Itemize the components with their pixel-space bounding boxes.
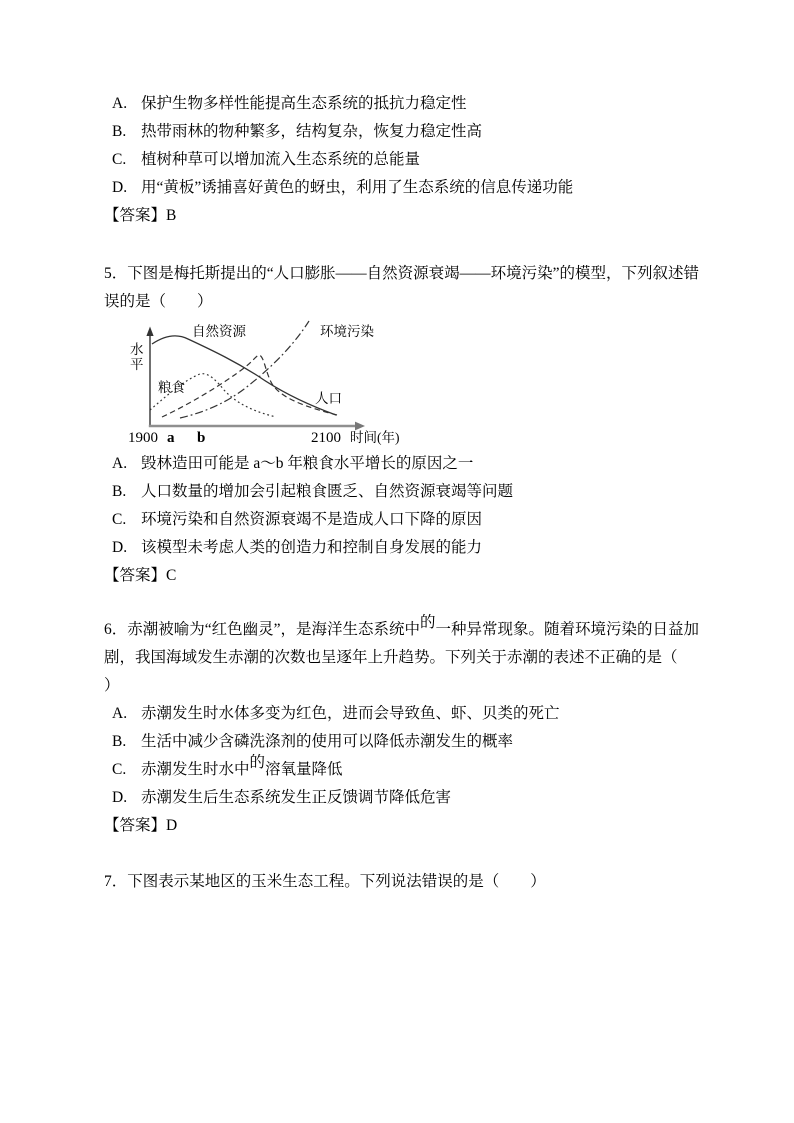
q4-option-b	[104, 118, 744, 146]
superscript-char: 的	[249, 754, 266, 771]
option-text: 该模型未考虑人类的创造力和控制自身发展的能力	[141, 539, 483, 556]
answer-value: C	[166, 567, 177, 584]
question-5-block	[104, 260, 744, 590]
label-population: 人口	[315, 391, 342, 406]
option-text: 赤潮发生时水中	[141, 761, 250, 778]
answer-prefix: 【答案】	[104, 817, 167, 834]
stem-text: 一种异常现象。随着环境污染的日益加	[435, 621, 700, 638]
option-letter: D.	[112, 539, 128, 556]
q4-answer	[104, 202, 744, 230]
curve-population	[162, 355, 337, 417]
option-letter: B.	[112, 123, 127, 140]
q4-option-c	[104, 146, 744, 174]
q5-option-a	[104, 450, 744, 478]
superscript-char: 的	[420, 614, 436, 631]
option-letter: D.	[112, 789, 128, 806]
option-letter: A.	[112, 95, 128, 112]
q6-stem-line1	[104, 616, 744, 644]
option-text: 环境污染和自然资源衰竭不是造成人口下降的原因	[141, 511, 483, 528]
q4-option-d	[104, 174, 744, 202]
x-tick-2100: 2100	[311, 430, 341, 446]
q7-stem: 7．下图表示某地区的玉米生态工程。下列说法错误的是（ ）	[104, 873, 546, 890]
x-axis-unit: 时间(年)	[350, 430, 400, 445]
answer-value: D	[166, 817, 178, 834]
option-letter: A.	[112, 455, 128, 472]
y-axis-label-char1: 水	[130, 342, 144, 357]
option-text: 人口数量的增加会引起粮食匮乏、自然资源衰竭等问题	[141, 483, 514, 500]
q5-option-d	[104, 534, 744, 562]
option-text: 保护生物多样性能提高生态系统的抵抗力稳定性	[141, 95, 467, 112]
q6-stem-line2: 剧，我国海域发生赤潮的次数也呈逐年上升趋势。下列关于赤潮的表述不正确的是（	[104, 649, 678, 666]
question-7-block	[104, 868, 744, 896]
label-pollution: 环境污染	[320, 324, 374, 339]
option-text: 赤潮发生后生态系统发生正反馈调节降低危害	[141, 789, 452, 806]
option-text: 植树种草可以增加流入生态系统的总能量	[141, 151, 421, 168]
q4-option-a	[104, 90, 744, 118]
q6-option-b	[104, 728, 744, 756]
option-text: 生活中减少含磷洗涤剂的使用可以降低赤潮发生的概率	[141, 733, 514, 750]
question-6-block	[104, 616, 744, 840]
q6-option-c	[104, 756, 744, 784]
option-text: 用“黄板”诱捕喜好黄色的蚜虫，利用了生态系统的信息传递功能	[141, 179, 574, 196]
q5-option-c	[104, 506, 744, 534]
option-letter: C.	[112, 761, 127, 778]
q5-model-chart	[128, 318, 428, 450]
q6-answer	[104, 812, 744, 840]
q5-answer	[104, 562, 744, 590]
x-tick-a: a	[167, 430, 175, 446]
question-4-block	[104, 90, 744, 230]
option-letter: C.	[112, 151, 127, 168]
option-letter: C.	[112, 511, 127, 528]
q6-option-d	[104, 784, 744, 812]
q6-option-a	[104, 700, 744, 728]
q5-option-b	[104, 478, 744, 506]
x-tick-b: b	[197, 430, 206, 446]
option-letter: A.	[112, 705, 128, 722]
option-text: 热带雨林的物种繁多，结构复杂，恢复力稳定性高	[141, 123, 483, 140]
y-axis-label-char2: 平	[130, 357, 144, 372]
option-text: 赤潮发生时水体多变为红色，进而会导致鱼、虾、贝类的死亡	[141, 705, 560, 722]
q5-stem-line1: 5．下图是梅托斯提出的“人口膨胀——自然资源衰竭——环境污染”的模型，下列叙述错	[104, 265, 700, 282]
answer-prefix: 【答案】	[104, 207, 167, 224]
answer-value: B	[166, 207, 177, 224]
y-axis-arrow-icon	[146, 327, 153, 337]
stem-text: 6．赤潮被喻为“红色幽灵”，是海洋生态系统中	[104, 621, 421, 638]
q5-stem-line2: 误的是（ ）	[104, 293, 213, 310]
curve-natural-resources	[152, 336, 336, 415]
option-text: 毁林造田可能是 a～b 年粮食水平增长的原因之一	[141, 455, 474, 472]
label-natural-resources: 自然资源	[192, 324, 246, 339]
option-letter: B.	[112, 483, 127, 500]
limits-to-growth-chart	[128, 318, 428, 450]
x-tick-1900: 1900	[128, 430, 158, 446]
option-letter: D.	[112, 179, 128, 196]
option-letter: B.	[112, 733, 127, 750]
answer-prefix: 【答案】	[104, 567, 167, 584]
label-grain: 粮食	[158, 380, 185, 395]
option-text: 溶氧量降低	[265, 761, 343, 778]
q6-stem-line3: ）	[104, 677, 120, 694]
